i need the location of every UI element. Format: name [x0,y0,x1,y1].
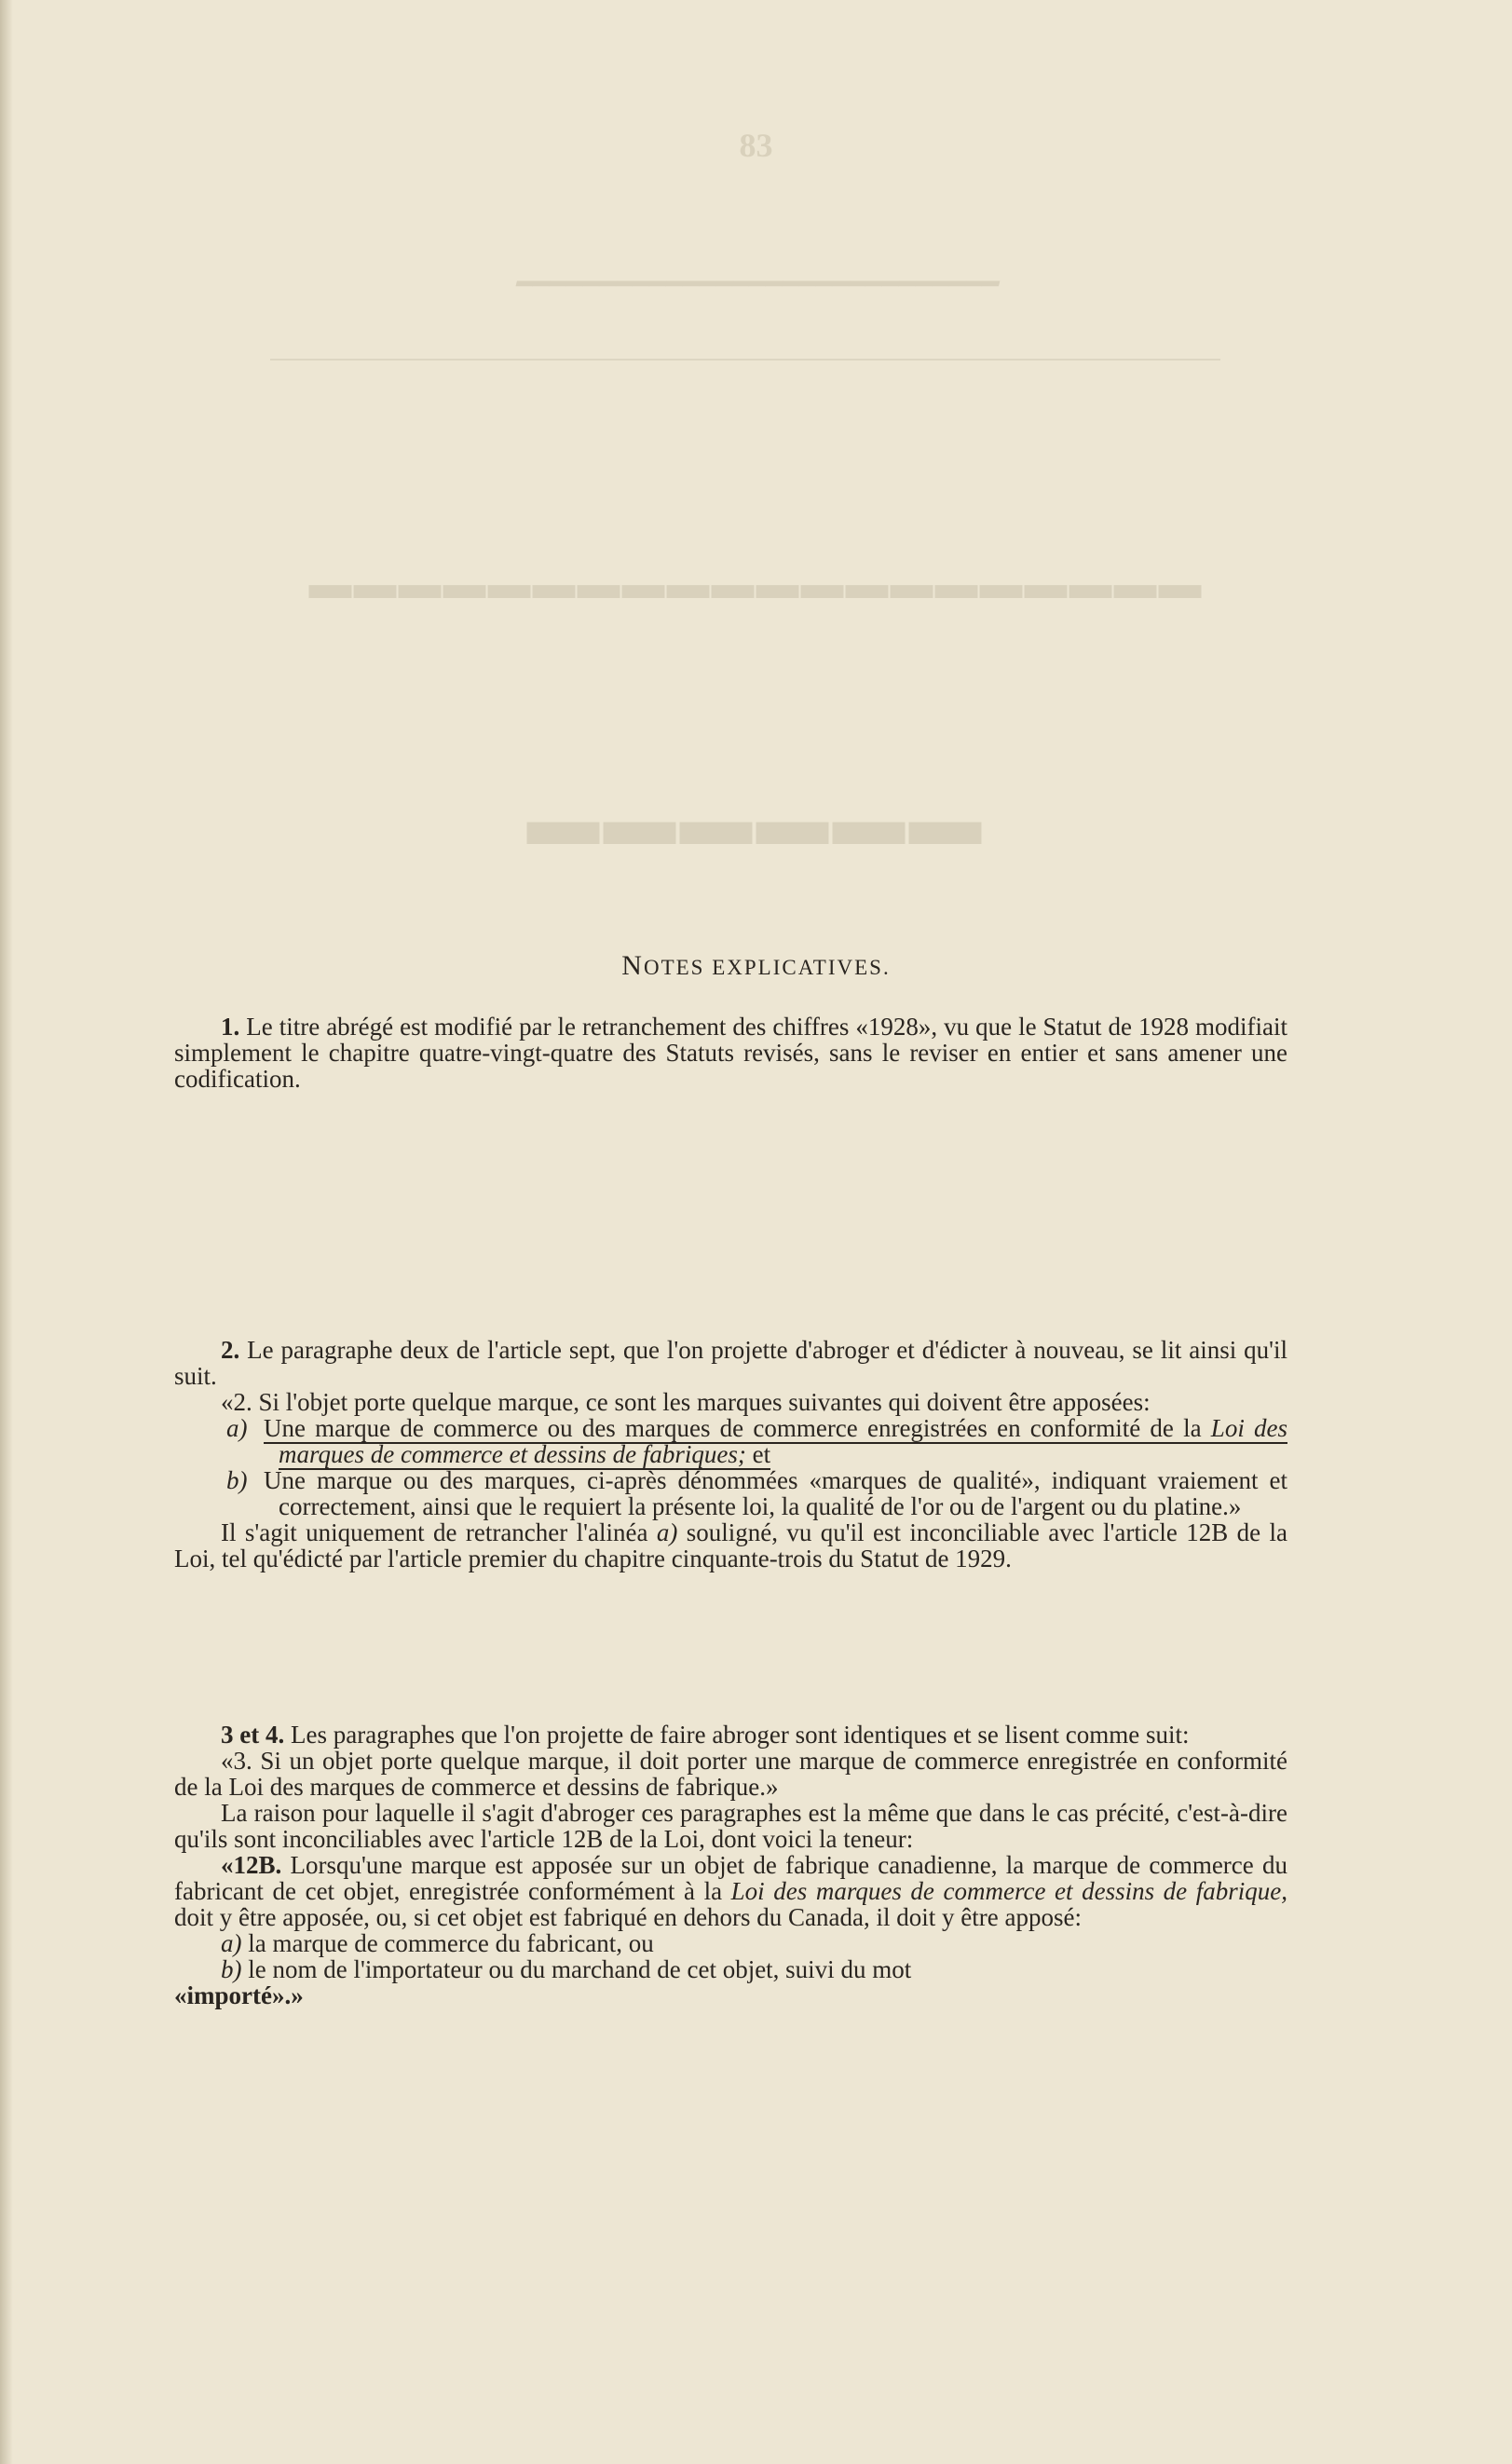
note-2-item-b [226,1467,1287,1519]
note-2-item-a [226,1415,1287,1467]
section-12b-number: «12B. [221,1851,282,1879]
note-1-text: Le titre abrégé est modifié par le retranchement des chiffres «1928», vu que le Statut de 1928 modifiait simplement le chapitre quatre-vingt-quatre des Statuts revisés, sans le reviser en entier et sans amener une codification. [174,1013,1287,1093]
heading-initial: N [621,950,644,981]
note-2-explanation [174,1519,1287,1572]
page-edge-shadow [0,0,13,2464]
note-3-4-number: 3 et 4. [221,1721,285,1749]
item-b-text: Une marque ou des marques, ci-après dénommées «marques de qualité», indiquant vraiement et correctement, ainsi que le requiert la présente loi, la qualité de l'or ou de l'argent ou du platine.» [264,1466,1287,1520]
note-3-4-quote: «3. Si un objet porte quelque marque, il doit porter une marque de commerce enregistrée en conformité de la Loi des marques de commerce et dessins de fabrique.» [174,1747,1287,1801]
section-12b-text: Lorsqu'une marque est apposée sur un objet de fabrique canadienne, la marque de commerce du fabricant de cet objet, enregistrée conformément à la [174,1851,1287,1905]
note-1 [174,1014,1287,1092]
note-2 [174,1337,1287,1572]
show-through-house-title: ▬▬▬▬▬▬▬▬▬▬▬▬▬▬▬▬▬▬▬▬ [308,560,1204,607]
section-12b-item-b [174,1956,1287,1982]
item-a-label: a) [226,1414,248,1442]
show-through-rule [270,359,1220,361]
section-12b-quote [174,1852,1287,1930]
item-a-end: et [745,1440,771,1468]
notes-heading [0,950,1512,982]
item-b-label: b) [226,1466,248,1494]
section-12b-b-text: le nom de l'importateur ou du marchand de cet objet, suivi du mot [248,1955,912,1983]
note-1-paragraph [174,1014,1287,1092]
note-3-4-intro-text: Les paragraphes que l'on projette de faire abroger sont identiques et se lisent comme suit: [290,1721,1190,1749]
section-12b-a-label: a) [221,1929,242,1957]
note-3-4 [174,1722,1287,2008]
section-12b-a-text: la marque de commerce du fabricant, ou [248,1929,654,1957]
item-a-law-title: Loi des marques de commerce et dessins de fabriques; [279,1414,1287,1468]
note-2-number: 2. [221,1336,240,1364]
section-12b-law-title: Loi des marques de commerce et dessins de fabrique, [730,1877,1287,1905]
note-2-intro [174,1337,1287,1389]
show-through-bill-number: 83 [739,127,773,164]
note-3-4-reason: La raison pour laquelle il s'agit d'abroger ces paragraphes est la même que dans le cas précité, c'est-à-dire qu'ils sont inconciliables avec l'article 12B de la Loi, dont voici la teneur: [174,1799,1287,1853]
section-12b-end-word: «importé».» [174,1981,304,2009]
explanation-ref: a) [656,1518,678,1546]
note-2-intro-text: Le paragraphe deux de l'article sept, que l'on projette d'abroger et d'édicter à nouveau, se lit ainsi qu'il suit. [174,1336,1288,1390]
item-a-text: Une marque de commerce ou des marques de commerce enregistrées en conformité de la [264,1414,1211,1442]
heading-rest: OTES EXPLICATIVES. [643,956,891,979]
explanation-start: Il s'agit uniquement de retrancher l'alinéa [221,1518,657,1546]
section-12b-text-end: doit y être apposée, ou, si cet objet est fabriqué en dehors du Canada, il doit y être apposé: [174,1903,1082,1931]
section-12b-end [174,1982,1287,2008]
show-through-session-line: ━━━━━━━━━━━━━━━━━━━━━━━━━━━━━ [514,270,998,299]
section-12b-item-a [174,1930,1287,1956]
explanation-end: souligné, vu qu'il est inconciliable avec l'article 12B de la Loi, tel qu'édicté par l'article premier du chapitre cinquante-trois du Statut de 1929. [174,1518,1287,1572]
note-2-quote-intro: «2. Si l'objet porte quelque marque, ce sont les marques suivantes qui doivent être apposées: [221,1388,1151,1416]
note-1-number: 1. [221,1013,240,1041]
note-3-4-intro [174,1722,1287,1748]
item-a-underlined [264,1414,1287,1470]
section-12b-b-label: b) [221,1955,242,1983]
show-through-bill-title: ▬▬▬▬▬▬ [526,779,986,860]
